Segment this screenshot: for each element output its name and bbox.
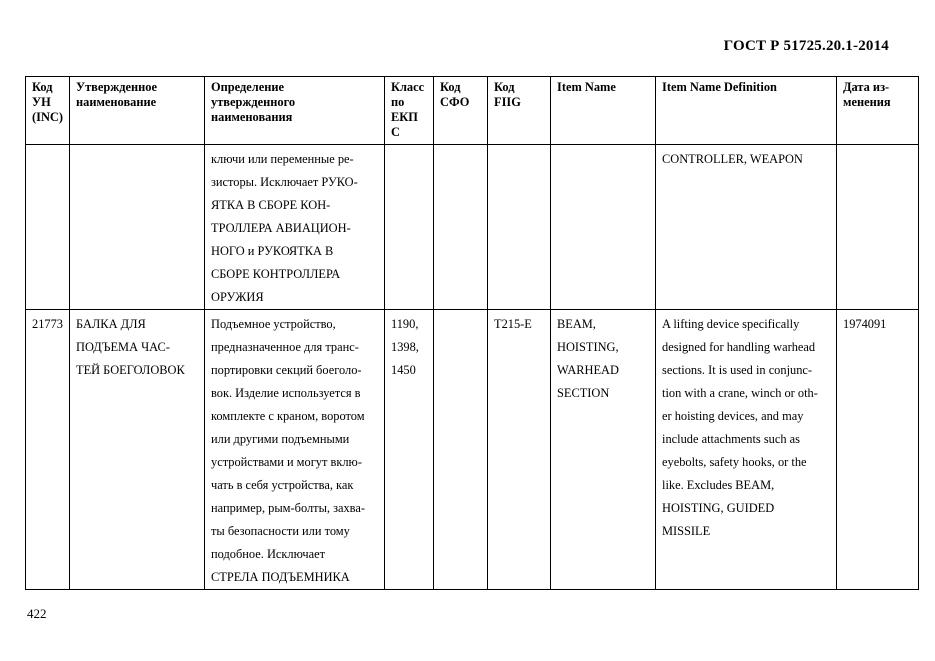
document-standard-number: ГОСТ Р 51725.20.1-2014 xyxy=(723,38,889,54)
cell-fiig: T215-E xyxy=(488,310,551,590)
table-row xyxy=(26,145,919,310)
cell-item-name xyxy=(551,145,656,310)
table-header-row xyxy=(26,77,919,145)
cell-code xyxy=(26,145,70,310)
header-item-name-definition: Item Name Definition xyxy=(656,77,837,145)
header-definition: Определение утвержденного наименования xyxy=(205,77,385,145)
header-code: Код УН (INC) xyxy=(26,77,70,145)
cell-date: 1974091 xyxy=(837,310,919,590)
header-fiig: Код FIIG xyxy=(488,77,551,145)
cell-class: 1190, 1398, 1450 xyxy=(385,310,434,590)
cell-fiig xyxy=(488,145,551,310)
header-date: Дата из- менения xyxy=(837,77,919,145)
cell-item-name-definition: A lifting device specifically designed for handling warhead sections. It is used in conjunc- tion with a crane, winch or oth- er hoisting devices, and may include attachments such as eyebolts, safety hooks, or the like. Excludes BEAM, HOISTING, GUIDED MISSILE xyxy=(656,310,837,590)
cell-class xyxy=(385,145,434,310)
header-approved-name: Утвержденное наименование xyxy=(70,77,205,145)
cell-definition: ключи или переменные ре- зисторы. Исключает РУКО- ЯТКА В СБОРЕ КОН- ТРОЛЛЕРА АВИАЦИОН- НОГО и РУКОЯТКА В СБОРЕ КОНТРОЛЛЕРА ОРУЖИЯ xyxy=(205,145,385,310)
cell-approved-name: БАЛКА ДЛЯ ПОДЪЕМА ЧАС- ТЕЙ БОЕГОЛОВОК xyxy=(70,310,205,590)
cell-code: 21773 xyxy=(26,310,70,590)
cell-item-name: BEAM, HOISTING, WARHEAD SECTION xyxy=(551,310,656,590)
cell-sfo xyxy=(434,310,488,590)
cell-sfo xyxy=(434,145,488,310)
nomenclature-table xyxy=(25,76,919,590)
header-item-name: Item Name xyxy=(551,77,656,145)
cell-item-name-definition: CONTROLLER, WEAPON xyxy=(656,145,837,310)
cell-approved-name xyxy=(70,145,205,310)
header-class: Класс по ЕКП С xyxy=(385,77,434,145)
cell-definition: Подъемное устройство, предназначенное для транс- портировки секций боеголо- вок. Изделие используется в комплекте с краном, воротом или другими подъемными устройствами и могут вклю- чать в себя устройства, как например, рым-болты, захва- ты безопасности или тому подобное. Исключает СТРЕЛА ПОДЪЕМНИКА xyxy=(205,310,385,590)
page-number: 422 xyxy=(27,606,47,621)
header-sfo: Код СФО xyxy=(434,77,488,145)
table-row xyxy=(26,310,919,590)
cell-date xyxy=(837,145,919,310)
